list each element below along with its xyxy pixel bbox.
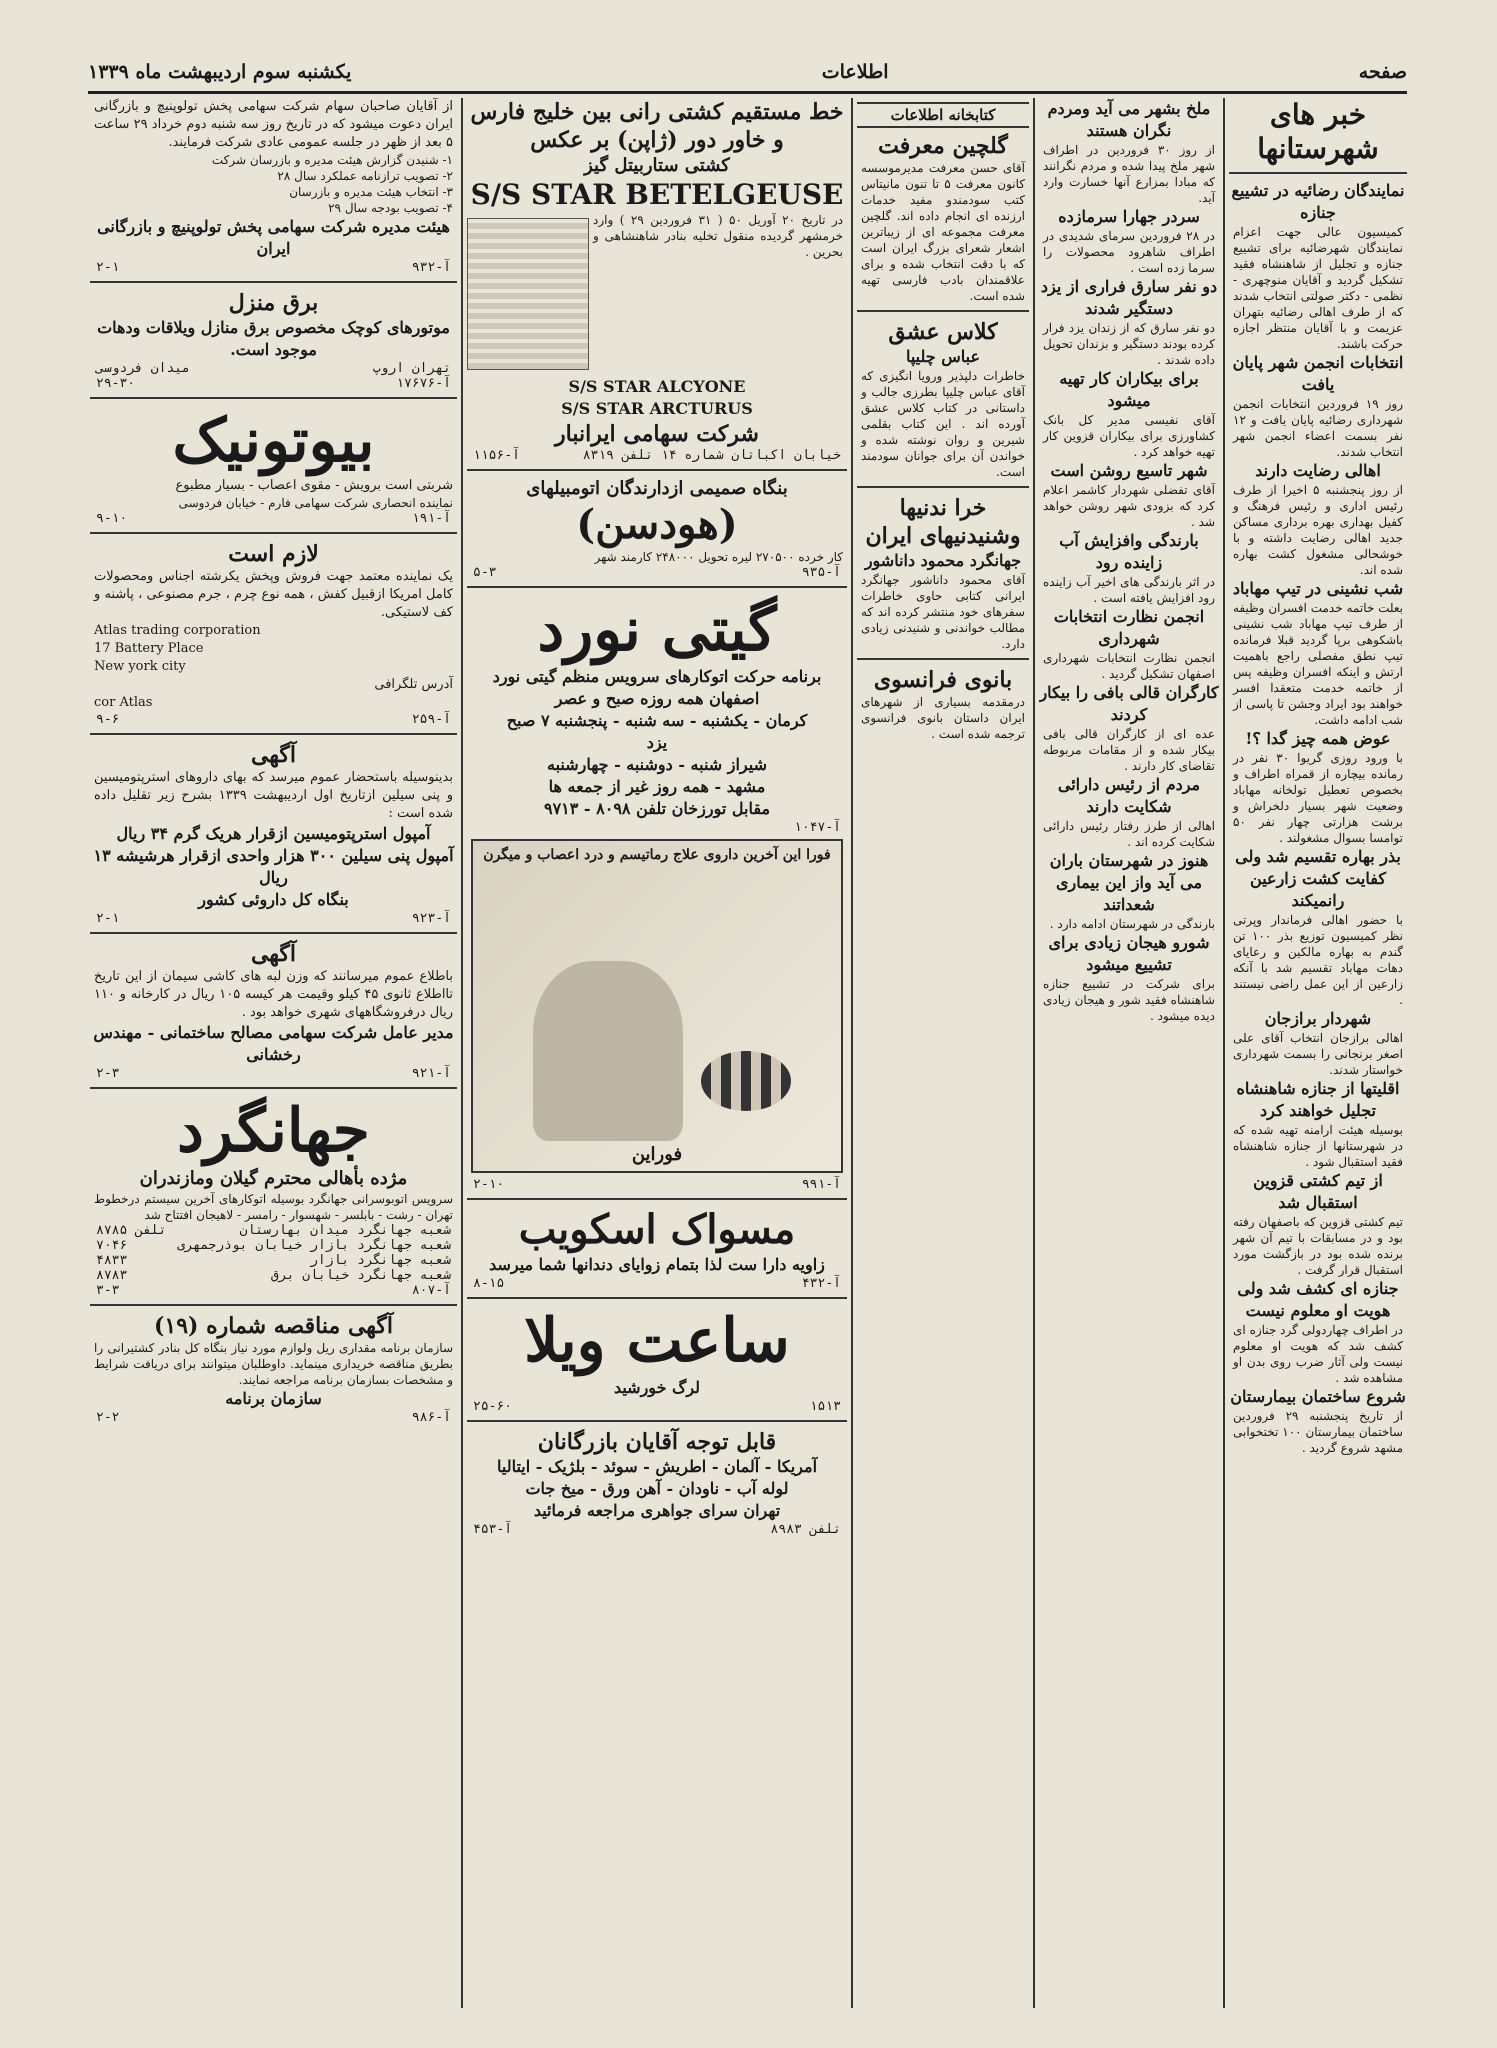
ad-code: ۲-۱ — [96, 911, 120, 926]
branch-phone: ۸۷۸۳ — [96, 1268, 128, 1283]
electric-title: برق منزل — [228, 290, 319, 316]
news-body: از روز ۳۰ فروردین در اطراف شهر ملخ پیدا شده و مردم نگرانند که مبادا بمزارع آنها خسارت وارد آید. — [1043, 143, 1215, 205]
ship-name-2: S/S STAR ALCYONE — [568, 377, 746, 396]
ad-code: ۵-۳ — [473, 565, 497, 580]
ad-code: آ-۹۸۶ — [411, 1410, 451, 1425]
divider — [90, 397, 457, 399]
news-body: اهالی از طرز رفتار رئیس دارائی شکایت کرده اند . — [1043, 819, 1215, 849]
column-divider — [851, 98, 853, 2008]
divider — [90, 532, 457, 534]
branch-name: شعبه جهانگرد میدان بهارستان — [239, 1223, 451, 1238]
news-head: دو نفر سارق فراری از یزد دستگیر شدند — [1040, 277, 1218, 318]
telegraph-label: آدرس تلگرافی — [374, 677, 453, 692]
news-head: شروع ساختمان بیمارستان — [1230, 1387, 1406, 1406]
book-title: بانوی فرانسوی — [873, 667, 1013, 693]
news-head: عوض همه چیز گدا ؟! — [1245, 729, 1391, 748]
divider — [90, 1087, 457, 1089]
news-head: شهردار برازجان — [1264, 1009, 1372, 1028]
ad-code: آ-۹۹۱ — [801, 1177, 841, 1192]
company-address: 17 Battery Place — [94, 641, 204, 656]
news-head: ملخ بشهر می آید ومردم نگران هستند — [1047, 99, 1211, 140]
bee-illustration — [701, 1051, 791, 1111]
news-head: نمایندگان رضائیه در تشییع جنازه — [1231, 181, 1405, 222]
news-item — [1039, 530, 1219, 606]
ad-code: ۲-۱۰ — [473, 1177, 505, 1192]
divider — [467, 1198, 847, 1200]
ad-code: ۱۵۱۳ — [809, 1399, 841, 1414]
divider — [467, 469, 847, 471]
news-item — [1039, 850, 1219, 932]
news-head: بارندگی وافزایش آب زاینده رود — [1059, 531, 1199, 572]
news-body: انجمن نظارت انتخابات شهرداری اصفهان تشکیل گردید . — [1043, 651, 1215, 681]
tender-notice — [90, 1312, 457, 1425]
news-item — [1229, 846, 1407, 1008]
news-body: در اطراف چهاردولی گرد جنازه ای کشف شد که هویت او معلوم نیست ولی آثار ضرب روی بدن او مشاهده شد . — [1233, 1323, 1403, 1385]
villa-watch-ad — [467, 1305, 847, 1414]
book-review: درمقدمه بسیاری از شهرهای ایران داستان بانوی فرانسوی ترجمه شده است . — [861, 695, 1025, 741]
book-author: جهانگرد محمود داناشور — [864, 551, 1022, 570]
telegraph-address: cor Atlas — [94, 695, 153, 710]
shipping-address: خیابان اکباتان شماره ۱۴ تلفن ۸۳۱۹ — [582, 448, 841, 463]
news-item — [1229, 728, 1407, 846]
jahangard-name: جهانگرد — [177, 1096, 370, 1166]
ad-code: ۹-۶ — [96, 712, 120, 727]
schedule-row: شیراز شنبه - دوشنبه - چهارشنبه — [546, 755, 767, 774]
pharma-illustration — [471, 839, 843, 1173]
branch-name: شعبه جهانگرد بازار — [310, 1253, 451, 1268]
news-head: سردر جهارا سرمازده — [1058, 207, 1200, 226]
divider — [857, 658, 1029, 660]
giti-nord-line: برنامه حرکت اتوکارهای سرویس منظم گیتی نورد — [492, 667, 822, 686]
agenda-item: ۲- تصویب ترازنامه عملکرد سال ۲۸ — [277, 169, 453, 183]
shipping-ad-subtitle: کشتی ستاربیتل گیز — [584, 155, 730, 176]
news-head: اهالی رضایت دارند — [1255, 461, 1381, 480]
tender-body: سازمان برنامه مقداری ریل ولوازم مورد نیاز بنگاه کل بنادر کشتیرانی را بطریق مناقصه خریداری مینماید. داوطلبان میتوانند برای دریافت شرایط و مشخصات بسازمان برنامه مراجعه نمایند. — [94, 1341, 453, 1387]
electric-line: موتورهای کوچک مخصوص برق منازل ویلاقات ودهات موجود است. — [97, 318, 450, 359]
news-item — [1039, 682, 1219, 774]
news-item — [1229, 1078, 1407, 1170]
news-head: از تیم کشتی قزوین استقبال شد — [1253, 1171, 1383, 1212]
news-head: کارگران قالی بافی را بیکار کردند — [1039, 683, 1219, 724]
news-body: در ۲۸ فروردین سرمای شدیدی در اطراف شاهرود محصولات را سرما زده است . — [1043, 229, 1215, 275]
news-item — [1229, 1278, 1407, 1386]
news-head: شورو هیجان زیادی برای تشییع میشود — [1048, 933, 1210, 974]
ad-code: آ-۸۰۷ — [411, 1283, 451, 1298]
company-name: Atlas trading corporation — [94, 623, 261, 638]
news-body: روز ۱۹ فروردین انتخابات انجمن شهرداری رضائیه پایان یافت و ۱۲ نفر بسمت اعضاء انجمن شهر انتخاب شدند. — [1233, 397, 1403, 459]
pharma-notice — [90, 741, 457, 926]
news-head: بذر بهاره تقسیم شد ولی کفایت کشت زارعین رانمیکند — [1235, 847, 1401, 910]
column-divider — [1223, 98, 1225, 2008]
notice-signature: هیئت مدیره شرکت سهامی پخش تولوپنیچ و بازرگانی ایران — [97, 217, 450, 258]
ad-code: ۲-۳ — [96, 1066, 120, 1081]
biotonic-body: شربتی است برویش - مقوی اعصاب - بسیار مطبوع — [175, 478, 453, 493]
ad-code: ۲۵-۶۰ — [473, 1399, 513, 1414]
news-body: بعلت خاتمه خدمت افسران وظیفه از طرف تیپ مهاباد شب نشینی باشکوهی برپا گردید قبلا فرمانده تیپ نطق مفصلی راجع باهمیت ارتش و اینکه افسران وظیفه پس از خاتمه خدمت متعقدا افسر خواهند بود ایراد وجشن تا پاسی از شب ادامه داشت. — [1233, 601, 1403, 727]
divider — [90, 1304, 457, 1306]
column-ads-center — [467, 98, 847, 2008]
wanted-ad — [90, 540, 457, 727]
ad-code: آ-۱۱۵۶ — [473, 448, 520, 463]
merchants-products: لوله آب - ناودان - آهن ورق - میخ جات — [525, 1479, 789, 1498]
ship-name-3: S/S STAR ARCTURUS — [561, 399, 753, 418]
schedule-row: یزد — [646, 733, 668, 752]
news-item — [1229, 352, 1407, 460]
ad-code: آ-۴۵۳ — [473, 1522, 513, 1537]
news-head: انجمن نظارت انتخابات شهرداری — [1053, 607, 1205, 648]
biotonic-name: بیوتونیک — [172, 406, 375, 476]
merchants-title: قابل توجه آقایان بازرگانان — [537, 1429, 777, 1455]
ad-code: آ-۹۲۳ — [411, 911, 451, 926]
biotonic-rep: نماینده انحصاری شرکت سهامی فارم - خیابان فردوسی — [178, 496, 453, 510]
news-body: اهالی برازجان انتخاب آقای علی اصغر برنجانی را بسمت شهرداری خواستار شدند. — [1233, 1031, 1403, 1077]
column-divider — [1033, 98, 1035, 2008]
divider — [857, 486, 1029, 488]
news-body: از روز پنجشنبه ۵ اخیرا از طرف رئیس اداری و رئیس فرهنگ و کفیل بهداری بهره برداری مساکن جدید اهالی رضایت داشته و با خوشحالی مشغول کشت بهاره شده اند. — [1233, 483, 1404, 577]
kiosk-title: کتابخانه اطلاعات — [857, 102, 1029, 128]
page-label: صفحه — [1358, 61, 1407, 83]
city-news-title: خبر های شهرستانها — [1257, 98, 1379, 165]
notice-body: از آقایان صاحبان سهام شرکت سهامی پخش تولوپنیچ و بازرگانی ایران دعوت میشود که در تاریخ روز سه شنبه دوم خرداد ۲۹ ساعت ۵ بعد از ظهر در جلسه عمومی عادی شرکت فرمایند. — [94, 99, 453, 150]
miswak-name: مسواک اسکویب — [518, 1206, 796, 1253]
schedule-row: مشهد - همه روز غیر از جمعه ها — [548, 777, 766, 796]
watch-brand: ساعت ویلا — [524, 1306, 790, 1376]
merchants-ad — [467, 1428, 847, 1537]
wanted-title: لازم است — [228, 541, 319, 567]
electric-ad — [90, 289, 457, 391]
news-body: با حضور اهالی فرماندار وپرتی نظر کمیسیون توزیع بذر ۱۰۰ تن گندم به بهاره مالکین و رعایای دهات مهاباد تقسیم شد با آنکه زارعین از این عمل راضی نیستند . — [1233, 913, 1403, 1007]
news-head: هنوز در شهرستان باران می آید واز این بیماری شعداتند — [1049, 851, 1209, 914]
news-body: بوسیله هیئت ارامنه تهیه شده که در شهرستانها از جنازه شاهنشاه فقید استقبال شود . — [1233, 1123, 1403, 1169]
news-body: آقای نفیسی مدیر کل بانک کشاورزی برای بیکاران قزوین کار تهیه خواهد کرد . — [1043, 413, 1215, 459]
news-body: با ورود روزی گریوا ۳۰ نفر در رمانده بیچاره از قمراه اطراف و بخصوص تعطیل تولخانه مهاباد وضعیت شهر بسیار دلخراش و برشت هزارتی چهار نفر ۵۰ توامسا بسوال مشغولند . — [1233, 751, 1403, 845]
notice-body: باطلاع عموم میرسانند که وزن لبه های کاشی سیمان از این تاریخ تااطلاع ثانوی ۴۵ کیلو وقیمت هر کیسه ۱۰۵ ریال در کارخانه و ۱۱۰ ریال درفروشگاههای شهری خواهد بود . — [94, 969, 454, 1020]
page-header — [88, 58, 1407, 86]
ad-code: آ-۱۰۴۷ — [794, 820, 841, 835]
shipping-ad-body: در تاریخ ۲۰ آوریل ۵۰ ( ۳۱ فروردین ۲۹ ) وارد خرمشهر گردیده منقول تخلیه بنادر شاهنشاهی و بحرین . — [593, 213, 844, 259]
agenda-item: ۳- انتخاب هیئت مدیره و بازرسان — [289, 185, 453, 199]
ad-code: آ-۱۷۶۷۶ — [396, 376, 451, 391]
news-head: اقلیتها از جنازه شاهنشاه تجلیل خواهند کرد — [1236, 1079, 1400, 1120]
location: تهران اروپ — [372, 361, 451, 376]
tender-title: آگهی مناقصه شماره (۱۹) — [153, 1313, 394, 1339]
ad-code: آ-۹۳۵ — [801, 565, 841, 580]
shipping-ad-title: خط مستقیم کشتی رانی بین خلیج فارس و خاور دور (ژاپن) بر عکس — [470, 99, 844, 153]
giti-nord-name: گیتی نورد — [537, 595, 777, 665]
notice-signature: بنگاه کل داروئی کشور — [198, 890, 349, 909]
branch-name: شعبه جهانگرد بازار خیابان بوذرجمهری — [177, 1238, 451, 1253]
news-body: در اثر بارندگی های اخیر آب زاینده رود افزایش یافته است . — [1043, 575, 1215, 605]
divider — [467, 1420, 847, 1422]
divider — [90, 281, 457, 283]
column-divider — [461, 98, 463, 2008]
ship-illustration — [467, 218, 589, 370]
company-city: New york city — [94, 659, 186, 674]
ad-code: آ-۹۳۲ — [411, 260, 451, 275]
agenda-item: ۴- تصویب بودجه سال ۲۹ — [328, 201, 453, 215]
cement-notice — [90, 940, 457, 1081]
news-head: جنازه ای کشف شد ولی هویت او معلوم نیست — [1237, 1279, 1399, 1320]
column-city-news — [1229, 98, 1407, 2008]
location: میدان فردوسی — [96, 361, 190, 376]
news-item — [1229, 578, 1407, 728]
merchants-shop: تهران سرای جواهری مراجعه فرمائید — [533, 1501, 781, 1520]
miswak-slogan: زاویه دارا ست لذا بتمام زوایای دندانها شما میرسد — [489, 1255, 825, 1274]
ad-code: ۲-۱ — [96, 260, 120, 275]
miswak-ad — [467, 1206, 847, 1291]
branch-phone: ۴۸۳۳ — [96, 1253, 128, 1268]
ad-code: ۳-۳ — [96, 1283, 120, 1298]
news-item — [1039, 774, 1219, 850]
news-head: شهر تاسیع روشن است — [1050, 461, 1208, 480]
news-head: انتخابات انجمن شهر پایان یافت — [1232, 353, 1404, 394]
branch-phone: ۷۰۴۶ — [96, 1238, 128, 1253]
ship-name: S/S STAR BETELGEUSE — [470, 178, 844, 211]
notice-signature: مدیر عامل شرکت سهامی مصالح ساختمانی - مهندس رخشانی — [93, 1023, 454, 1064]
paper-name: اطلاعات — [821, 61, 889, 83]
book-review: آقای حسن معرفت مدیرموسسه کانون معرفت ۵ تا تنون مانیتاس کتب سودمندو مفید خدمات ارزنده ای انجام داده اند. گلچین معرفت مجموعه ای از زیباترین اشعار شعرای بزرگ ایران است که با دقت انتخاب شده و برای علاقمندان بادب فارسی تهیه شده است. — [861, 161, 1025, 303]
tender-signature: سازمان برنامه — [225, 1389, 322, 1408]
shipping-company: شرکت سهامی ایرانبار — [555, 421, 759, 447]
biotonic-ad — [90, 405, 457, 526]
ad-code: ۲-۲ — [96, 1410, 120, 1425]
column-library — [857, 98, 1029, 2008]
giti-phone: مقابل تورزخان تلفن ۸۰۹۸ - ۹۷۱۳ — [543, 799, 771, 818]
agenda-item: ۱- شنیدن گزارش هیئت مدیره و بازرسان شرکت — [211, 153, 453, 167]
book-title: خرا ندنیها وشنیدنیهای ایران — [865, 495, 1021, 549]
book-review: خاطرات دلپذیر ورویا انگیزی که آقای عباس چلیپا بطرزی جالب و داستانی در کتاب کلاس عشق آورده اند . این کتاب بقلمی شیرین و روان نوشته شده و خواندن آن برای جوانان سودمند است. — [861, 369, 1025, 479]
city-news-list — [1229, 180, 1407, 1456]
news-item — [1229, 460, 1407, 578]
jahangard-sub: مژده بأهالی محترم گیلان ومازندران — [139, 1168, 408, 1189]
pharma-caption: فورا این آخرین داروی علاج رماتیسم و درد اعصاب و میگرن — [483, 847, 831, 863]
merchants-phone: تلفن ۸۹۸۳ — [770, 1522, 841, 1537]
divider — [467, 586, 847, 588]
news-item — [1039, 276, 1219, 368]
news-head: مردم از رئیس دارائی شکایت دارند — [1057, 775, 1201, 816]
news-body: آقای تفضلی شهردار کاشمر اعلام کرد که بزودی شهر روشن خواهد شد . — [1043, 483, 1215, 529]
jahangard-body: سرویس اتوبوسرانی جهانگرد بوسیله اتوکارهای آخرین سیستم درخطوط تهران - رشت - بابلسر - شهسوار - رامسر - لاهیجان افتتاح شد — [94, 1192, 453, 1222]
column-ads-left — [90, 98, 457, 2008]
divider — [90, 733, 457, 735]
price-line: آمپول استرپتومیسین ازقرار هریک گرم ۳۴ ریال — [116, 824, 431, 843]
news-item — [1039, 606, 1219, 682]
news-body: بارندگی در شهرستان ادامه دارد . — [1049, 917, 1215, 931]
issue-date: یکشنبه سوم اردیبهشت ماه ۱۳۳۹ — [88, 61, 352, 83]
news-head: برای بیکاران کار تهیه میشود — [1059, 369, 1199, 410]
news-item — [1229, 1386, 1407, 1456]
notice-title: آگهی — [250, 742, 297, 768]
news-body: تیم کشتی قزوین که باصفهان رفته بود و در مسابقات با تیم آن شهر برنده شده بود در بازگشت مورد استقبال قرار گرفت . — [1233, 1215, 1403, 1277]
notice-title: آگهی — [250, 941, 297, 967]
news-item — [1039, 98, 1219, 206]
news-body: دو نفر سارق که از زندان یزد فرار کرده بودند دستگیر و بزندان تحویل داده شدند . — [1043, 321, 1215, 367]
ad-code: آ-۱۹۱ — [411, 511, 451, 526]
divider — [857, 310, 1029, 312]
branch-phone: تلفن ۸۷۸۵ — [96, 1223, 167, 1238]
column-regional-news — [1039, 98, 1219, 2008]
ad-code: ۲۹-۳۰ — [96, 376, 136, 391]
ad-code: آ-۲۵۹ — [411, 712, 451, 727]
divider — [90, 932, 457, 934]
ad-code: آ-۴۳۲ — [801, 1276, 841, 1291]
jahangard-ad — [90, 1095, 457, 1298]
figure-illustration — [533, 961, 683, 1141]
shareholders-notice — [90, 98, 457, 275]
shipping-ad — [467, 98, 847, 463]
news-body: از تاریخ پنجشنبه ۲۹ فروردین ساختمان بیمارستان ۱۰۰ تختخوابی مشهد شروع گردید . — [1233, 1409, 1403, 1455]
book-title: کلاس عشق — [888, 319, 998, 345]
wanted-body: یک نماینده معتمد جهت فروش وپخش یکرشته اجناس ومحصولات کامل امریکا ازقبیل کفش ، همه نوع چرم ، جرم مصنوعی ، پاشنه و کف لاستیکی. — [94, 569, 453, 620]
book-review: آقای محمود داناشور جهانگرد ایرانی کتابی حاوی خاطرات سفرهای خود منتشر کرده اند که مطالب خواندنی و شنیدنی زیادی دارد. — [861, 573, 1025, 651]
news-item — [1039, 460, 1219, 530]
news-body: عده ای از کارگران قالی بافی بیکار شده و از مقامات مربوطه تقاضای کار دارند . — [1043, 727, 1215, 773]
divider — [1229, 172, 1407, 174]
ad-code: آ-۹۲۱ — [411, 1066, 451, 1081]
notice-body: بدینوسیله باستحضار عموم میرسد که بهای داروهای استرپتومیسین و پنی سیلین ازتاریخ اول اردیبهشت ۱۳۳۹ بشرح زیر تقلیل داده شده است : — [94, 770, 453, 821]
news-body: کمیسیون عالی جهت اعزام نمایندگان شهرضائیه برای تشییع جنازه و تجلیل از شاهنشاه فقید تشکیل گردید و آقایان منوچهری - نظمی - دکتر صولتی انتخاب شدند که از طرف اهالی رضائیه بتهران عزیمت و با آقایان منتظر اجازه حرکت باشند. — [1233, 225, 1403, 351]
news-item — [1229, 1008, 1407, 1078]
price-line: آمپول پنی سیلین ۳۰۰ هزار واحدی ازقرار هرشیشه ۱۳ ریال — [93, 846, 454, 887]
news-body: برای شرکت در تشییع جنازه شاهنشاه فقید شور و هیجان زیادی دیده میشود . — [1043, 977, 1215, 1023]
ad-code: ۸-۱۵ — [473, 1276, 505, 1291]
news-item — [1039, 368, 1219, 460]
news-item — [1229, 1170, 1407, 1278]
book-author: عباس چلیپا — [905, 347, 981, 366]
hudson-name: (هودسن) — [576, 501, 738, 548]
book-title: گلچین معرفت — [878, 133, 1008, 159]
news-item — [1039, 932, 1219, 1024]
watch-sub: لرگ خورشید — [613, 1378, 701, 1397]
pharma-product: فوراین — [631, 1144, 683, 1165]
hudson-ad — [467, 477, 847, 580]
news-item — [1229, 180, 1407, 352]
header-rule — [88, 91, 1407, 94]
divider — [467, 1297, 847, 1299]
schedule-row: اصفهان همه روزه صبح و عصر — [554, 689, 760, 708]
branch-name: شعبه جهانگرد خیابان برق — [270, 1268, 451, 1283]
news-head: شب نشینی در تیپ مهاباد — [1232, 579, 1404, 598]
hudson-title: بنگاه صمیمی ازدارندگان اتومبیلهای — [526, 478, 788, 499]
schedule-row: کرمان - یکشنبه - سه شنبه - پنجشنبه ۷ صبح — [506, 711, 808, 730]
merchants-countries: آمریکا - آلمان - اطریش - سوئد - بلژیک - ایتالیا — [496, 1457, 818, 1476]
news-item — [1039, 206, 1219, 276]
hudson-body: کار خرده ۲۷۰۵۰۰ لیره تحویل ۲۴۸۰۰۰ کارمند شهر — [594, 550, 843, 564]
giti-nord-ad — [467, 594, 847, 835]
ad-code: ۹-۱۰ — [96, 511, 128, 526]
